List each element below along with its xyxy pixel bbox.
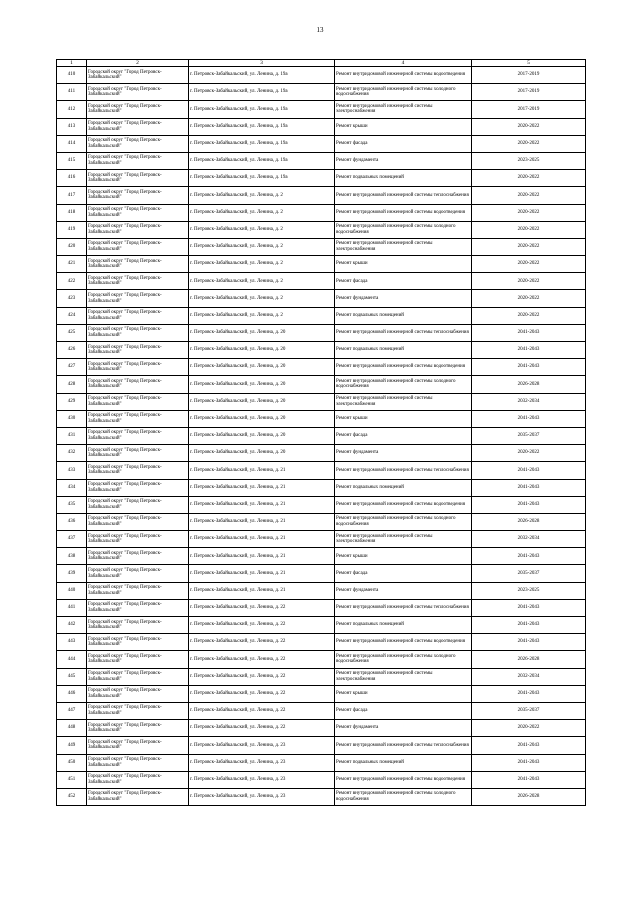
table-row xyxy=(57,101,586,118)
period-cell: 2020-2022 xyxy=(472,221,586,238)
period-cell: 2041-2043 xyxy=(472,410,586,427)
work-type-cell: Ремонт внутридомовой инженерной системы электроснабжения xyxy=(335,531,472,548)
municipality-cell: Городской округ "Город Петровск-Забайкальский" xyxy=(87,290,189,307)
table-row xyxy=(57,359,586,376)
municipality-cell: Городской округ "Город Петровск-Забайкальский" xyxy=(87,170,189,187)
row-number: 447 xyxy=(57,702,87,719)
work-type-cell: Ремонт подвальных помещений xyxy=(335,170,472,187)
row-number: 414 xyxy=(57,135,87,152)
work-type-cell: Ремонт фундамента xyxy=(335,720,472,737)
column-header-1: 1 xyxy=(57,60,87,67)
address-cell: г. Петровск-Забайкальский, ул. Ленина, д. 23 xyxy=(189,771,335,788)
municipality-cell: Городской округ "Город Петровск-Забайкальский" xyxy=(87,720,189,737)
address-cell: г. Петровск-Забайкальский, ул. Ленина, д. 21 xyxy=(189,531,335,548)
address-cell: г. Петровск-Забайкальский, ул. Ленина, д. 21 xyxy=(189,496,335,513)
address-cell: г. Петровск-Забайкальский, ул. Ленина, д. 22 xyxy=(189,617,335,634)
work-type-cell: Ремонт крыши xyxy=(335,256,472,273)
municipality-cell: Городской округ "Город Петровск-Забайкальский" xyxy=(87,118,189,135)
municipality-cell: Городской округ "Город Петровск-Забайкальский" xyxy=(87,273,189,290)
address-cell: г. Петровск-Забайкальский, ул. Ленина, д. 2 xyxy=(189,256,335,273)
period-cell: 2020-2022 xyxy=(472,256,586,273)
municipality-cell: Городской округ "Город Петровск-Забайкальский" xyxy=(87,479,189,496)
work-type-cell: Ремонт внутридомовой инженерной системы теплоснабжения xyxy=(335,737,472,754)
address-cell: г. Петровск-Забайкальский, ул. Ленина, д. 20 xyxy=(189,393,335,410)
work-type-cell: Ремонт фасада xyxy=(335,427,472,444)
address-cell: г. Петровск-Забайкальский, ул. Ленина, д. 20 xyxy=(189,324,335,341)
table-row xyxy=(57,204,586,221)
work-type-cell: Ремонт внутридомовой инженерной системы водоотведения xyxy=(335,496,472,513)
work-type-cell: Ремонт внутридомовой инженерной системы водоотведения xyxy=(335,634,472,651)
period-cell: 2020-2022 xyxy=(472,290,586,307)
address-cell: г. Петровск-Забайкальский, ул. Ленина, д. 23 xyxy=(189,737,335,754)
municipality-cell: Городской округ "Город Петровск-Забайкальский" xyxy=(87,427,189,444)
period-cell: 2026-2028 xyxy=(472,376,586,393)
address-cell: г. Петровск-Забайкальский, ул. Ленина, д. 22 xyxy=(189,702,335,719)
row-number: 426 xyxy=(57,342,87,359)
address-cell: г. Петровск-Забайкальский, ул. Ленина, д. 23 xyxy=(189,788,335,805)
work-type-cell: Ремонт крыши xyxy=(335,410,472,427)
row-number: 437 xyxy=(57,531,87,548)
municipality-cell: Городской округ "Город Петровск-Забайкальский" xyxy=(87,256,189,273)
period-cell: 2020-2022 xyxy=(472,135,586,152)
municipality-cell: Городской округ "Город Петровск-Забайкальский" xyxy=(87,393,189,410)
table-row xyxy=(57,496,586,513)
work-type-cell: Ремонт внутридомовой инженерной системы холодного водоснабжения xyxy=(335,376,472,393)
table-row xyxy=(57,668,586,685)
period-cell: 2020-2022 xyxy=(472,204,586,221)
row-number: 446 xyxy=(57,685,87,702)
address-cell: г. Петровск-Забайкальский, ул. Ленина, д. 19а xyxy=(189,101,335,118)
municipality-cell: Городской округ "Город Петровск-Забайкальский" xyxy=(87,359,189,376)
period-cell: 2041-2043 xyxy=(472,496,586,513)
municipality-cell: Городской округ "Город Петровск-Забайкальский" xyxy=(87,651,189,668)
work-type-cell: Ремонт фундамента xyxy=(335,152,472,169)
address-cell: г. Петровск-Забайкальский, ул. Ленина, д. 19а xyxy=(189,170,335,187)
municipality-cell: Городской округ "Город Петровск-Забайкальский" xyxy=(87,565,189,582)
address-cell: г. Петровск-Забайкальский, ул. Ленина, д. 21 xyxy=(189,565,335,582)
table-row xyxy=(57,617,586,634)
address-cell: г. Петровск-Забайкальский, ул. Ленина, д. 21 xyxy=(189,513,335,530)
row-number: 435 xyxy=(57,496,87,513)
address-cell: г. Петровск-Забайкальский, ул. Ленина, д. 19а xyxy=(189,67,335,84)
work-type-cell: Ремонт внутридомовой инженерной системы теплоснабжения xyxy=(335,462,472,479)
municipality-cell: Городской округ "Город Петровск-Забайкальский" xyxy=(87,324,189,341)
period-cell: 2041-2043 xyxy=(472,462,586,479)
table-row xyxy=(57,342,586,359)
municipality-cell: Городской округ "Город Петровск-Забайкальский" xyxy=(87,548,189,565)
period-cell: 2041-2043 xyxy=(472,548,586,565)
period-cell: 2026-2028 xyxy=(472,651,586,668)
table-row xyxy=(57,702,586,719)
period-cell: 2020-2022 xyxy=(472,720,586,737)
row-number: 420 xyxy=(57,238,87,255)
table-row xyxy=(57,410,586,427)
table-row xyxy=(57,84,586,101)
table-row xyxy=(57,135,586,152)
municipality-cell: Городской округ "Город Петровск-Забайкальский" xyxy=(87,221,189,238)
municipality-cell: Городской округ "Город Петровск-Забайкальский" xyxy=(87,634,189,651)
address-cell: г. Петровск-Забайкальский, ул. Ленина, д. 22 xyxy=(189,634,335,651)
table-row xyxy=(57,651,586,668)
table-row xyxy=(57,376,586,393)
work-type-cell: Ремонт крыши xyxy=(335,118,472,135)
period-cell: 2020-2022 xyxy=(472,187,586,204)
address-cell: г. Петровск-Забайкальский, ул. Ленина, д. 20 xyxy=(189,445,335,462)
work-type-cell: Ремонт внутридомовой инженерной системы водоотведения xyxy=(335,771,472,788)
row-number: 415 xyxy=(57,152,87,169)
municipality-cell: Городской округ "Город Петровск-Забайкальский" xyxy=(87,582,189,599)
municipality-cell: Городской округ "Город Петровск-Забайкальский" xyxy=(87,84,189,101)
address-cell: г. Петровск-Забайкальский, ул. Ленина, д. 2 xyxy=(189,221,335,238)
work-type-cell: Ремонт подвальных помещений xyxy=(335,479,472,496)
period-cell: 2035-2037 xyxy=(472,565,586,582)
municipality-cell: Городской округ "Город Петровск-Забайкальский" xyxy=(87,101,189,118)
work-type-cell: Ремонт внутридомовой инженерной системы электроснабжения xyxy=(335,238,472,255)
work-type-cell: Ремонт внутридомовой инженерной системы электроснабжения xyxy=(335,101,472,118)
row-number: 451 xyxy=(57,771,87,788)
work-type-cell: Ремонт внутридомовой инженерной системы водоотведения xyxy=(335,204,472,221)
municipality-cell: Городской округ "Город Петровск-Забайкальский" xyxy=(87,67,189,84)
address-cell: г. Петровск-Забайкальский, ул. Ленина, д. 20 xyxy=(189,359,335,376)
period-cell: 2035-2037 xyxy=(472,702,586,719)
row-number: 438 xyxy=(57,548,87,565)
row-number: 411 xyxy=(57,84,87,101)
row-number: 442 xyxy=(57,617,87,634)
work-type-cell: Ремонт подвальных помещений xyxy=(335,617,472,634)
work-type-cell: Ремонт внутридомовой инженерной системы водоотведения xyxy=(335,67,472,84)
row-number: 434 xyxy=(57,479,87,496)
address-cell: г. Петровск-Забайкальский, ул. Ленина, д. 22 xyxy=(189,720,335,737)
address-cell: г. Петровск-Забайкальский, ул. Ленина, д. 19а xyxy=(189,135,335,152)
row-number: 424 xyxy=(57,307,87,324)
row-number: 417 xyxy=(57,187,87,204)
repair-schedule-table xyxy=(56,59,586,806)
row-number: 429 xyxy=(57,393,87,410)
work-type-cell: Ремонт внутридомовой инженерной системы холодного водоснабжения xyxy=(335,221,472,238)
work-type-cell: Ремонт фундамента xyxy=(335,582,472,599)
work-type-cell: Ремонт подвальных помещений xyxy=(335,754,472,771)
address-cell: г. Петровск-Забайкальский, ул. Ленина, д. 21 xyxy=(189,548,335,565)
row-number: 422 xyxy=(57,273,87,290)
period-cell: 2023-2025 xyxy=(472,582,586,599)
address-cell: г. Петровск-Забайкальский, ул. Ленина, д. 21 xyxy=(189,582,335,599)
period-cell: 2041-2043 xyxy=(472,634,586,651)
address-cell: г. Петровск-Забайкальский, ул. Ленина, д. 21 xyxy=(189,462,335,479)
municipality-cell: Городской округ "Город Петровск-Забайкальский" xyxy=(87,788,189,805)
work-type-cell: Ремонт внутридомовой инженерной системы электроснабжения xyxy=(335,393,472,410)
period-cell: 2032-2034 xyxy=(472,668,586,685)
period-cell: 2041-2043 xyxy=(472,737,586,754)
municipality-cell: Городской округ "Город Петровск-Забайкальский" xyxy=(87,135,189,152)
period-cell: 2020-2022 xyxy=(472,238,586,255)
page-number: 13 xyxy=(316,26,324,34)
address-cell: г. Петровск-Забайкальский, ул. Ленина, д. 2 xyxy=(189,187,335,204)
period-cell: 2017-2019 xyxy=(472,84,586,101)
table-row xyxy=(57,754,586,771)
municipality-cell: Городской округ "Город Петровск-Забайкальский" xyxy=(87,685,189,702)
work-type-cell: Ремонт фасада xyxy=(335,135,472,152)
municipality-cell: Городской округ "Город Петровск-Забайкальский" xyxy=(87,737,189,754)
address-cell: г. Петровск-Забайкальский, ул. Ленина, д. 22 xyxy=(189,599,335,616)
municipality-cell: Городской округ "Город Петровск-Забайкальский" xyxy=(87,410,189,427)
table-row xyxy=(57,548,586,565)
municipality-cell: Городской округ "Город Петровск-Забайкальский" xyxy=(87,702,189,719)
row-number: 427 xyxy=(57,359,87,376)
municipality-cell: Городской округ "Город Петровск-Забайкальский" xyxy=(87,445,189,462)
address-cell: г. Петровск-Забайкальский, ул. Ленина, д. 22 xyxy=(189,651,335,668)
row-number: 444 xyxy=(57,651,87,668)
table-row xyxy=(57,170,586,187)
period-cell: 2023-2025 xyxy=(472,152,586,169)
address-cell: г. Петровск-Забайкальский, ул. Ленина, д. 2 xyxy=(189,204,335,221)
work-type-cell: Ремонт подвальных помещений xyxy=(335,342,472,359)
table-row xyxy=(57,599,586,616)
table-row xyxy=(57,720,586,737)
work-type-cell: Ремонт внутридомовой инженерной системы водоотведения xyxy=(335,359,472,376)
period-cell: 2041-2043 xyxy=(472,342,586,359)
column-header-4: 4 xyxy=(335,60,472,67)
table-row xyxy=(57,290,586,307)
address-cell: г. Петровск-Забайкальский, ул. Ленина, д. 19а xyxy=(189,84,335,101)
work-type-cell: Ремонт фундамента xyxy=(335,445,472,462)
column-header-3: 3 xyxy=(189,60,335,67)
table-row xyxy=(57,152,586,169)
table-row xyxy=(57,67,586,84)
period-cell: 2020-2022 xyxy=(472,170,586,187)
address-cell: г. Петровск-Забайкальский, ул. Ленина, д. 2 xyxy=(189,238,335,255)
period-cell: 2020-2022 xyxy=(472,445,586,462)
municipality-cell: Городской округ "Город Петровск-Забайкальский" xyxy=(87,307,189,324)
work-type-cell: Ремонт внутридомовой инженерной системы теплоснабжения xyxy=(335,187,472,204)
table-row xyxy=(57,737,586,754)
work-type-cell: Ремонт внутридомовой инженерной системы холодного водоснабжения xyxy=(335,651,472,668)
municipality-cell: Городской округ "Город Петровск-Забайкальский" xyxy=(87,531,189,548)
period-cell: 2041-2043 xyxy=(472,599,586,616)
row-number: 412 xyxy=(57,101,87,118)
period-cell: 2041-2043 xyxy=(472,479,586,496)
period-cell: 2041-2043 xyxy=(472,685,586,702)
work-type-cell: Ремонт крыши xyxy=(335,685,472,702)
table-row xyxy=(57,393,586,410)
address-cell: г. Петровск-Забайкальский, ул. Ленина, д. 2 xyxy=(189,307,335,324)
work-type-cell: Ремонт внутридомовой инженерной системы холодного водоснабжения xyxy=(335,513,472,530)
table-row xyxy=(57,771,586,788)
period-cell: 2032-2034 xyxy=(472,393,586,410)
row-number: 445 xyxy=(57,668,87,685)
period-cell: 2026-2028 xyxy=(472,788,586,805)
municipality-cell: Городской округ "Город Петровск-Забайкальский" xyxy=(87,617,189,634)
row-number: 449 xyxy=(57,737,87,754)
row-number: 418 xyxy=(57,204,87,221)
table-row xyxy=(57,462,586,479)
table-row xyxy=(57,788,586,805)
table-row xyxy=(57,479,586,496)
period-cell: 2041-2043 xyxy=(472,617,586,634)
row-number: 413 xyxy=(57,118,87,135)
address-cell: г. Петровск-Забайкальский, ул. Ленина, д. 22 xyxy=(189,668,335,685)
row-number: 433 xyxy=(57,462,87,479)
table-row xyxy=(57,634,586,651)
municipality-cell: Городской округ "Город Петровск-Забайкальский" xyxy=(87,152,189,169)
table-row xyxy=(57,273,586,290)
municipality-cell: Городской округ "Город Петровск-Забайкальский" xyxy=(87,599,189,616)
period-cell: 2035-2037 xyxy=(472,427,586,444)
table-row xyxy=(57,513,586,530)
column-header-5: 5 xyxy=(472,60,586,67)
table-row xyxy=(57,427,586,444)
work-type-cell: Ремонт фасада xyxy=(335,565,472,582)
row-number: 443 xyxy=(57,634,87,651)
row-number: 430 xyxy=(57,410,87,427)
period-cell: 2041-2043 xyxy=(472,359,586,376)
address-cell: г. Петровск-Забайкальский, ул. Ленина, д. 2 xyxy=(189,273,335,290)
period-cell: 2020-2022 xyxy=(472,273,586,290)
period-cell: 2017-2019 xyxy=(472,101,586,118)
work-type-cell: Ремонт подвальных помещений xyxy=(335,307,472,324)
row-number: 432 xyxy=(57,445,87,462)
municipality-cell: Городской округ "Город Петровск-Забайкальский" xyxy=(87,496,189,513)
address-cell: г. Петровск-Забайкальский, ул. Ленина, д. 20 xyxy=(189,342,335,359)
work-type-cell: Ремонт фасада xyxy=(335,702,472,719)
table-row xyxy=(57,445,586,462)
work-type-cell: Ремонт внутридомовой инженерной системы холодного водоснабжения xyxy=(335,788,472,805)
row-number: 452 xyxy=(57,788,87,805)
municipality-cell: Городской округ "Город Петровск-Забайкальский" xyxy=(87,513,189,530)
work-type-cell: Ремонт крыши xyxy=(335,548,472,565)
table-row xyxy=(57,685,586,702)
municipality-cell: Городской округ "Город Петровск-Забайкальский" xyxy=(87,462,189,479)
row-number: 431 xyxy=(57,427,87,444)
address-cell: г. Петровск-Забайкальский, ул. Ленина, д. 22 xyxy=(189,685,335,702)
period-cell: 2041-2043 xyxy=(472,771,586,788)
table-header-row xyxy=(57,60,586,67)
municipality-cell: Городской округ "Город Петровск-Забайкальский" xyxy=(87,376,189,393)
table-row xyxy=(57,582,586,599)
municipality-cell: Городской округ "Город Петровск-Забайкальский" xyxy=(87,668,189,685)
municipality-cell: Городской округ "Город Петровск-Забайкальский" xyxy=(87,238,189,255)
row-number: 439 xyxy=(57,565,87,582)
period-cell: 2017-2019 xyxy=(472,67,586,84)
table-row xyxy=(57,256,586,273)
address-cell: г. Петровск-Забайкальский, ул. Ленина, д. 23 xyxy=(189,754,335,771)
address-cell: г. Петровск-Забайкальский, ул. Ленина, д. 19а xyxy=(189,152,335,169)
column-header-2: 2 xyxy=(87,60,189,67)
period-cell: 2041-2043 xyxy=(472,324,586,341)
row-number: 410 xyxy=(57,67,87,84)
table-row xyxy=(57,324,586,341)
address-cell: г. Петровск-Забайкальский, ул. Ленина, д. 20 xyxy=(189,376,335,393)
address-cell: г. Петровск-Забайкальский, ул. Ленина, д. 20 xyxy=(189,427,335,444)
municipality-cell: Городской округ "Город Петровск-Забайкальский" xyxy=(87,342,189,359)
table-row xyxy=(57,221,586,238)
work-type-cell: Ремонт внутридомовой инженерной системы теплоснабжения xyxy=(335,599,472,616)
work-type-cell: Ремонт внутридомовой инженерной системы электроснабжения xyxy=(335,668,472,685)
row-number: 419 xyxy=(57,221,87,238)
address-cell: г. Петровск-Забайкальский, ул. Ленина, д. 20 xyxy=(189,410,335,427)
work-type-cell: Ремонт внутридомовой инженерной системы теплоснабжения xyxy=(335,324,472,341)
work-type-cell: Ремонт фасада xyxy=(335,273,472,290)
municipality-cell: Городской округ "Город Петровск-Забайкальский" xyxy=(87,754,189,771)
work-type-cell: Ремонт фундамента xyxy=(335,290,472,307)
period-cell: 2032-2034 xyxy=(472,531,586,548)
address-cell: г. Петровск-Забайкальский, ул. Ленина, д. 2 xyxy=(189,290,335,307)
address-cell: г. Петровск-Забайкальский, ул. Ленина, д. 19а xyxy=(189,118,335,135)
row-number: 425 xyxy=(57,324,87,341)
table-row xyxy=(57,118,586,135)
municipality-cell: Городской округ "Город Петровск-Забайкальский" xyxy=(87,771,189,788)
row-number: 448 xyxy=(57,720,87,737)
period-cell: 2020-2022 xyxy=(472,118,586,135)
table-row xyxy=(57,238,586,255)
table-row xyxy=(57,531,586,548)
row-number: 441 xyxy=(57,599,87,616)
period-cell: 2041-2043 xyxy=(472,754,586,771)
table-row xyxy=(57,565,586,582)
row-number: 421 xyxy=(57,256,87,273)
work-type-cell: Ремонт внутридомовой инженерной системы холодного водоснабжения xyxy=(335,84,472,101)
table-row xyxy=(57,307,586,324)
row-number: 436 xyxy=(57,513,87,530)
row-number: 416 xyxy=(57,170,87,187)
row-number: 428 xyxy=(57,376,87,393)
address-cell: г. Петровск-Забайкальский, ул. Ленина, д. 21 xyxy=(189,479,335,496)
row-number: 423 xyxy=(57,290,87,307)
municipality-cell: Городской округ "Город Петровск-Забайкальский" xyxy=(87,187,189,204)
row-number: 440 xyxy=(57,582,87,599)
row-number: 450 xyxy=(57,754,87,771)
period-cell: 2020-2022 xyxy=(472,307,586,324)
table-row xyxy=(57,187,586,204)
municipality-cell: Городской округ "Город Петровск-Забайкальский" xyxy=(87,204,189,221)
period-cell: 2026-2028 xyxy=(472,513,586,530)
